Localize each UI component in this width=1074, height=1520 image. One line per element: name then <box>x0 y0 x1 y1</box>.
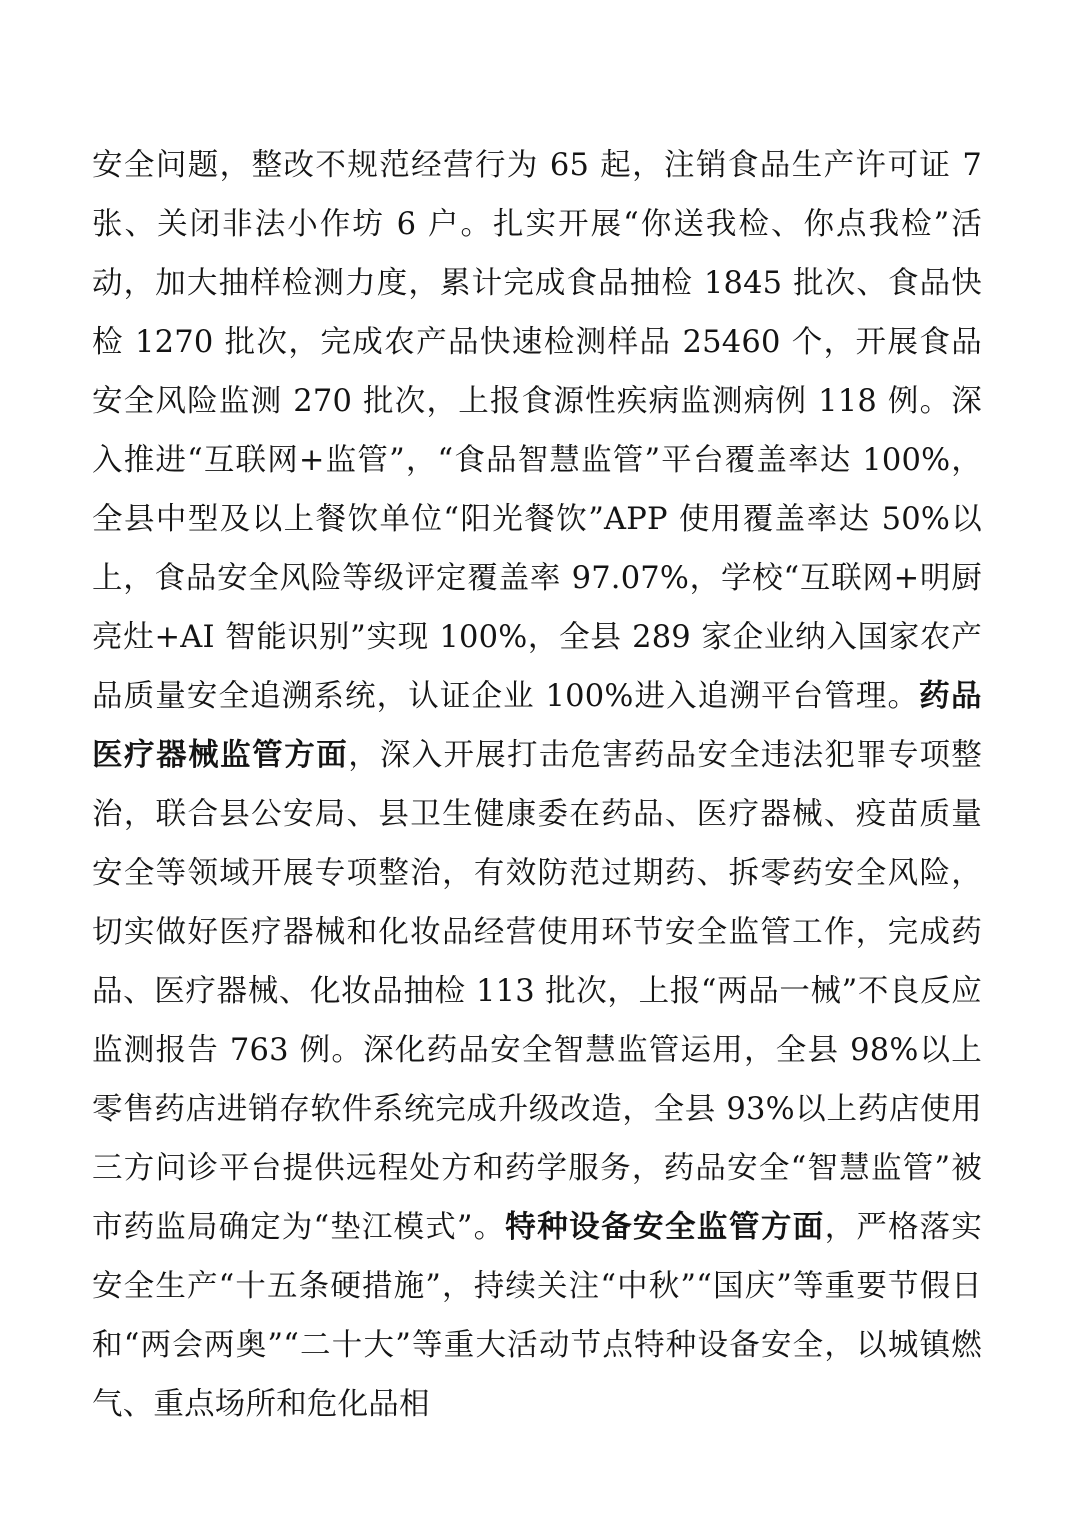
document-body-text <box>92 136 982 1434</box>
body-paragraph <box>92 136 982 1434</box>
text-run-bold-special-equipment: 特种设备安全监管方面 <box>505 1209 825 1245</box>
text-run-plain: 安全问题，整改不规范经营行为 65 起，注销食品生产许可证 7 张、关闭非法小作坊 6 户。扎实开展“你送我检、你点我检”活动，加大抽样检测力度，累计完成食品抽检 1845 批次、食品快检 1270 批次，完成农产品快速检测样品 25460 个，开展食品安全风险监测 270 批次，上报食源性疾病监测病例 118 例。深入推进“互联网+监管”，“食品智慧监管”平台覆盖率达 100%，全县中型及以上餐饮单位“阳光餐饮”APP 使用覆盖率达 50%以上，食品安全风险等级评定覆盖率 97.07%，学校“互联网+明厨亮灶+AI 智能识别”实现 100%，全县 289 家企业纳入国家农产品质量安全追溯系统，认证企业 100%进入追溯平台管理。 <box>92 148 982 714</box>
text-run-plain-2: ，深入开展打击危害药品安全违法犯罪专项整治，联合县公安局、县卫生健康委在药品、医疗器械、疫苗质量安全等领域开展专项整治，有效防范过期药、拆零药安全风险，切实做好医疗器械和化妆品经营使用环节安全监管工作，完成药品、医疗器械、化妆品抽检 113 批次，上报“两品一械”不良反应监测报告 763 例。深化药品安全智慧监管运用，全县 98%以上零售药店进销存软件系统完成升级改造，全县 93%以上药店使用三方问诊平台提供远程处方和药学服务，药品安全“智慧监管”被市药监局确定为“垫江模式”。 <box>92 738 982 1245</box>
text-run-plain-3: ，严格落实安全生产“十五条硬措施”，持续关注“中秋”“国庆”等重要节假日和“两会两奥”“二十大”等重大活动节点特种设备安全，以城镇燃气、重点场所和危化品相 <box>92 1210 983 1422</box>
text-run-bold-drug-supervision: 药品医疗器械监管方面 <box>92 678 983 773</box>
